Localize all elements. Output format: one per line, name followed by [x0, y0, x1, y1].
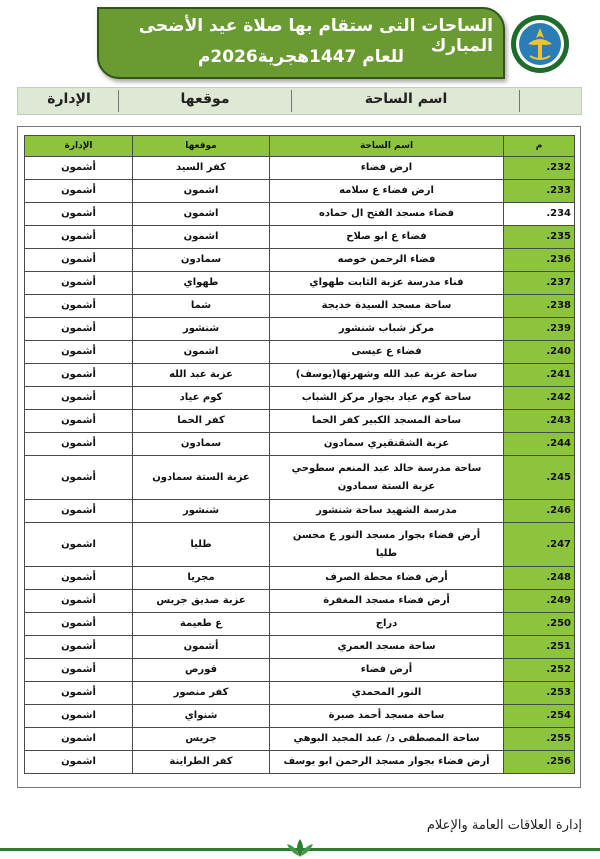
table-row [25, 364, 575, 387]
row-name: النور المحمدي [270, 682, 504, 705]
column-header-bar [17, 87, 582, 115]
table-row [25, 272, 575, 295]
table-row [25, 705, 575, 728]
row-num: 252. [504, 659, 575, 682]
divider [291, 90, 292, 112]
table-row [25, 341, 575, 364]
row-location: كفر الحما [133, 410, 270, 433]
row-num: 241. [504, 364, 575, 387]
row-name: ساحة مسجد العمري [270, 636, 504, 659]
header-name: اسم الساحة [270, 136, 504, 157]
table-row [25, 387, 575, 410]
table-row [25, 410, 575, 433]
row-name: فضاء ع ابو صلاح [270, 226, 504, 249]
row-num: 253. [504, 682, 575, 705]
row-location: شنشور [133, 500, 270, 523]
row-name-line-1: أرض فضاء بجوار مسجد النور ع محسن [292, 529, 481, 541]
header-location: موقعها [133, 136, 270, 157]
governorate-seal-icon [510, 14, 570, 74]
row-name: ارض فضاء ع سلامه [270, 180, 504, 203]
row-management: أشمون [25, 433, 133, 456]
row-location: قورص [133, 659, 270, 682]
row-name: أرض فضاء محطة الصرف [270, 567, 504, 590]
row-management: أشمون [25, 590, 133, 613]
row-management: أشمون [25, 364, 133, 387]
row-management: أشمون [25, 295, 133, 318]
row-management: أشمون [25, 567, 133, 590]
table-row [25, 456, 575, 500]
row-name-line-1: ساحة مدرسة خالد عبد المنعم سطوحي [291, 462, 482, 474]
row-num: 244. [504, 433, 575, 456]
table-row [25, 226, 575, 249]
divider [519, 90, 520, 112]
row-location: عزبة عبد الله [133, 364, 270, 387]
row-num: 251. [504, 636, 575, 659]
table-row [25, 659, 575, 682]
row-location: ع طعيمة [133, 613, 270, 636]
row-management: أشمون [25, 272, 133, 295]
table-row [25, 636, 575, 659]
row-name: مدرسة الشهيد ساحة شنشور [270, 500, 504, 523]
row-management: أشمون [25, 318, 133, 341]
row-num: 255. [504, 728, 575, 751]
table-row [25, 500, 575, 523]
title-banner [97, 7, 505, 79]
row-location: اشمون [133, 203, 270, 226]
row-location: أشمون [133, 636, 270, 659]
table-row [25, 180, 575, 203]
row-management: اشمون [25, 728, 133, 751]
row-num: 248. [504, 567, 575, 590]
row-location: كفر منصور [133, 682, 270, 705]
title-line-1: الساحات التى ستقام بها صلاة عيد الأضحى المبارك [138, 16, 493, 56]
table-row [25, 295, 575, 318]
column-location-label: موقعها [180, 91, 230, 107]
header-management: الإدارة [25, 136, 133, 157]
row-management: أشمون [25, 341, 133, 364]
row-num: 250. [504, 613, 575, 636]
row-name: فضاء ع عيسى [270, 341, 504, 364]
row-location: كفر السيد [133, 157, 270, 180]
row-location: شنشور [133, 318, 270, 341]
row-management: أشمون [25, 682, 133, 705]
row-name [270, 523, 504, 567]
row-num: 237. [504, 272, 575, 295]
row-num: 242. [504, 387, 575, 410]
table-row [25, 590, 575, 613]
table-row [25, 728, 575, 751]
row-location: كفر الطراينة [133, 751, 270, 774]
row-num: 246. [504, 500, 575, 523]
row-location: سمادون [133, 249, 270, 272]
column-site-name-label: اسم الساحة [364, 91, 448, 107]
row-name: ارض فضاء [270, 157, 504, 180]
row-name: عزبة الشقنقيري سمادون [270, 433, 504, 456]
table-row [25, 249, 575, 272]
table-row [25, 523, 575, 567]
table-row [25, 567, 575, 590]
row-name: فناء مدرسة عزبة الثابت طهواي [270, 272, 504, 295]
row-management: أشمون [25, 613, 133, 636]
table-row [25, 318, 575, 341]
row-management: أشمون [25, 203, 133, 226]
leaf-icon [284, 838, 316, 858]
row-management: أشمون [25, 410, 133, 433]
row-num: 235. [504, 226, 575, 249]
row-name-line-2: عزبة الستة سمادون [337, 480, 436, 492]
row-num: 232. [504, 157, 575, 180]
row-location: شما [133, 295, 270, 318]
row-name: ساحة عزبة عبد الله وشهرتها(يوسف) [270, 364, 504, 387]
row-name: مركز شباب شنشور [270, 318, 504, 341]
row-name: ساحة كوم عياد بجوار مركز الشباب [270, 387, 504, 410]
row-location: كوم عياد [133, 387, 270, 410]
row-location: اشمون [133, 180, 270, 203]
row-management: أشمون [25, 180, 133, 203]
row-location: جريس [133, 728, 270, 751]
table-row [25, 613, 575, 636]
footer-department: إدارة العلاقات العامة والإعلام [426, 818, 582, 833]
row-management: اشمون [25, 523, 133, 567]
row-name: دراج [270, 613, 504, 636]
row-management: أشمون [25, 636, 133, 659]
row-num: 239. [504, 318, 575, 341]
table-row [25, 203, 575, 226]
table-row [25, 751, 575, 774]
row-num: 234. [504, 203, 575, 226]
row-management: أشمون [25, 226, 133, 249]
row-num: 256. [504, 751, 575, 774]
row-location: عزبة الستة سمادون [133, 456, 270, 500]
table-row [25, 157, 575, 180]
row-location: مجريا [133, 567, 270, 590]
row-management: اشمون [25, 705, 133, 728]
row-management: أشمون [25, 456, 133, 500]
row-location: اشمون [133, 341, 270, 364]
row-num: 247. [504, 523, 575, 567]
row-name-line-2: طليا [375, 547, 398, 559]
row-name: فضاء مسجد الفتح ال حماده [270, 203, 504, 226]
row-name: أرض فضاء [270, 659, 504, 682]
row-location: عزبة صديق جريس [133, 590, 270, 613]
row-management: أشمون [25, 659, 133, 682]
row-num: 254. [504, 705, 575, 728]
row-num: 245. [504, 456, 575, 500]
table-header-row [25, 136, 575, 157]
table-row [25, 433, 575, 456]
row-management: اشمون [25, 751, 133, 774]
row-name: فضاء الرحمن خوصه [270, 249, 504, 272]
row-name: أرض فضاء بجوار مسجد الرحمن ابو يوسف [270, 751, 504, 774]
row-location: سمادون [133, 433, 270, 456]
row-num: 236. [504, 249, 575, 272]
row-location: شنواي [133, 705, 270, 728]
row-num: 249. [504, 590, 575, 613]
row-management: أشمون [25, 387, 133, 410]
header-num: م [504, 136, 575, 157]
table-row [25, 682, 575, 705]
row-location: اشمون [133, 226, 270, 249]
row-name: ساحة مسجد السيدة خديجة [270, 295, 504, 318]
row-location: طهواي [133, 272, 270, 295]
sites-table [24, 135, 575, 774]
row-name: ساحة المصطفى د/ عبد المجيد البوهي [270, 728, 504, 751]
row-num: 243. [504, 410, 575, 433]
row-num: 233. [504, 180, 575, 203]
row-name [270, 456, 504, 500]
row-name: أرض فضاء مسجد المغفرة [270, 590, 504, 613]
row-name: ساحة المسجد الكبير كفر الحما [270, 410, 504, 433]
row-name: ساحة مسجد أحمد صبرة [270, 705, 504, 728]
row-management: أشمون [25, 249, 133, 272]
row-num: 240. [504, 341, 575, 364]
row-location: طليا [133, 523, 270, 567]
divider [118, 90, 119, 112]
row-management: أشمون [25, 500, 133, 523]
column-management-label: الإدارة [47, 91, 91, 107]
title-line-2: للعام 1447هجرية2026م [197, 47, 405, 67]
row-num: 238. [504, 295, 575, 318]
row-management: أشمون [25, 157, 133, 180]
